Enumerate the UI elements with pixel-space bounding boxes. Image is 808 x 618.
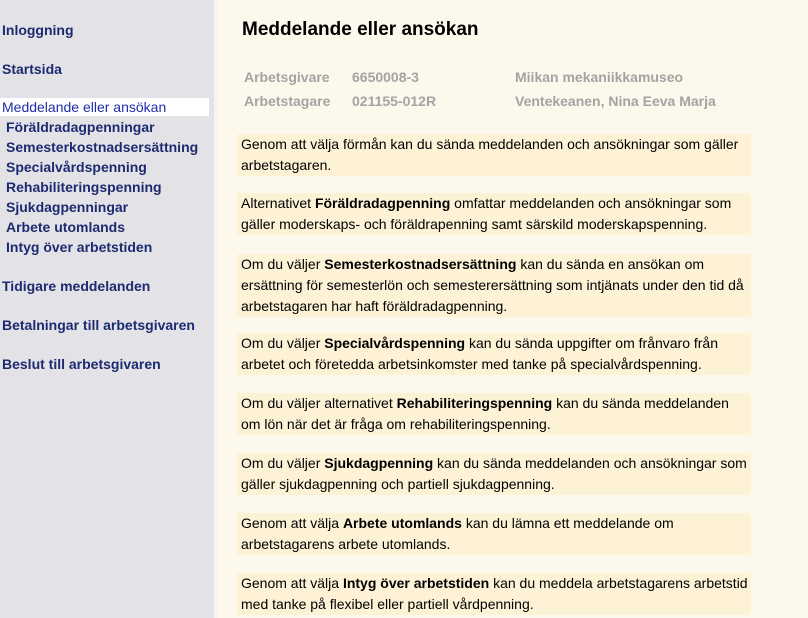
- paragraph-parental: Alternativet Föräldradagpenning omfattar meddelanden och ansökningar som gäller moderskaps- och föräldrapenning samt särskild moderskapspenning.: [237, 193, 751, 235]
- page-title: Meddelande eller ansökan: [242, 19, 479, 40]
- paragraph-rehabilitation: Om du väljer alternativet Rehabiliteringspenning kan du sända meddelanden om lön när det är fråga om rehabiliteringspenning.: [237, 393, 751, 435]
- sidebar-item-working-hours-certificate[interactable]: Intyg över arbetstiden: [6, 239, 153, 255]
- employer-label: Arbetsgivare: [244, 69, 330, 85]
- sidebar-item-holiday-cost-compensation[interactable]: Semesterkostnadsersättning: [6, 139, 199, 155]
- sidebar-link-payments-to-employer[interactable]: Betalningar till arbetsgivaren: [2, 317, 195, 333]
- sidebar-link-login[interactable]: Inloggning: [2, 22, 74, 38]
- sidebar-item-special-care-allowance[interactable]: Specialvårdspenning: [6, 159, 147, 175]
- sidebar-item-work-abroad[interactable]: Arbete utomlands: [6, 219, 126, 235]
- paragraph-work-abroad: Genom att välja Arbete utomlands kan du lämna ett meddelande om arbetstagarens arbete utomlands.: [237, 513, 751, 555]
- paragraph-intro: Genom att välja förmån kan du sända meddelanden och ansökningar som gäller arbetstagaren.: [237, 134, 751, 176]
- paragraph-keyword: Specialvårdspenning: [324, 335, 466, 351]
- employee-id: 021155-012R: [352, 93, 437, 109]
- employer-id: 6650008-3: [352, 69, 419, 85]
- paragraph-holiday: Om du väljer Semesterkostnadsersättning kan du sända en ansökan om ersättning för semesterlön och semesterersättning som intjänats under den tid då arbetstagaren har haft föräldradagpenning.: [237, 254, 751, 317]
- sidebar-item-parental-allowance[interactable]: Föräldradagpenningar: [6, 119, 155, 135]
- employee-name: Ventekeanen, Nina Eeva Marja: [515, 93, 716, 109]
- paragraph-keyword: Semesterkostnadsersättning: [324, 256, 517, 272]
- paragraph-keyword: Arbete utomlands: [342, 515, 462, 531]
- paragraph-keyword: Rehabiliteringspenning: [396, 395, 553, 411]
- paragraph-sickness: Om du väljer Sjukdagpenning kan du sända meddelanden och ansökningar som gäller sjukdagpenning och partiell sjukdagpenning.: [237, 453, 751, 495]
- paragraph-keyword: Sjukdagpenning: [324, 455, 434, 471]
- sidebar-link-decisions-to-employer[interactable]: Beslut till arbetsgivaren: [2, 356, 161, 372]
- paragraph-working-hours: Genom att välja Intyg över arbetstiden kan du meddela arbetstagarens arbetstid med tanke på flexibel eller partiell vårdpenning.: [237, 573, 751, 615]
- sidebar-link-home[interactable]: Startsida: [2, 61, 62, 77]
- paragraph-keyword: Föräldradagpenning: [314, 195, 451, 211]
- sidebar-item-sickness-allowance[interactable]: Sjukdagpenningar: [6, 199, 129, 215]
- paragraph-special-care: Om du väljer Specialvårdspenning kan du sända uppgifter om frånvaro från arbetet och företedda arbetsinkomster med tanke på specialvårdspenning.: [237, 333, 751, 375]
- sidebar: [0, 0, 214, 618]
- employer-name: Miikan mekaniikkamuseo: [515, 69, 684, 85]
- main-content: [218, 0, 808, 618]
- employee-label: Arbetstagare: [244, 93, 331, 109]
- sidebar-item-rehabilitation-allowance[interactable]: Rehabiliteringspenning: [6, 179, 162, 195]
- paragraph-keyword: Intyg över arbetstiden: [342, 575, 490, 591]
- sidebar-item-message-or-application[interactable]: Meddelande eller ansökan: [0, 98, 209, 116]
- sidebar-link-previous-messages[interactable]: Tidigare meddelanden: [2, 278, 151, 294]
